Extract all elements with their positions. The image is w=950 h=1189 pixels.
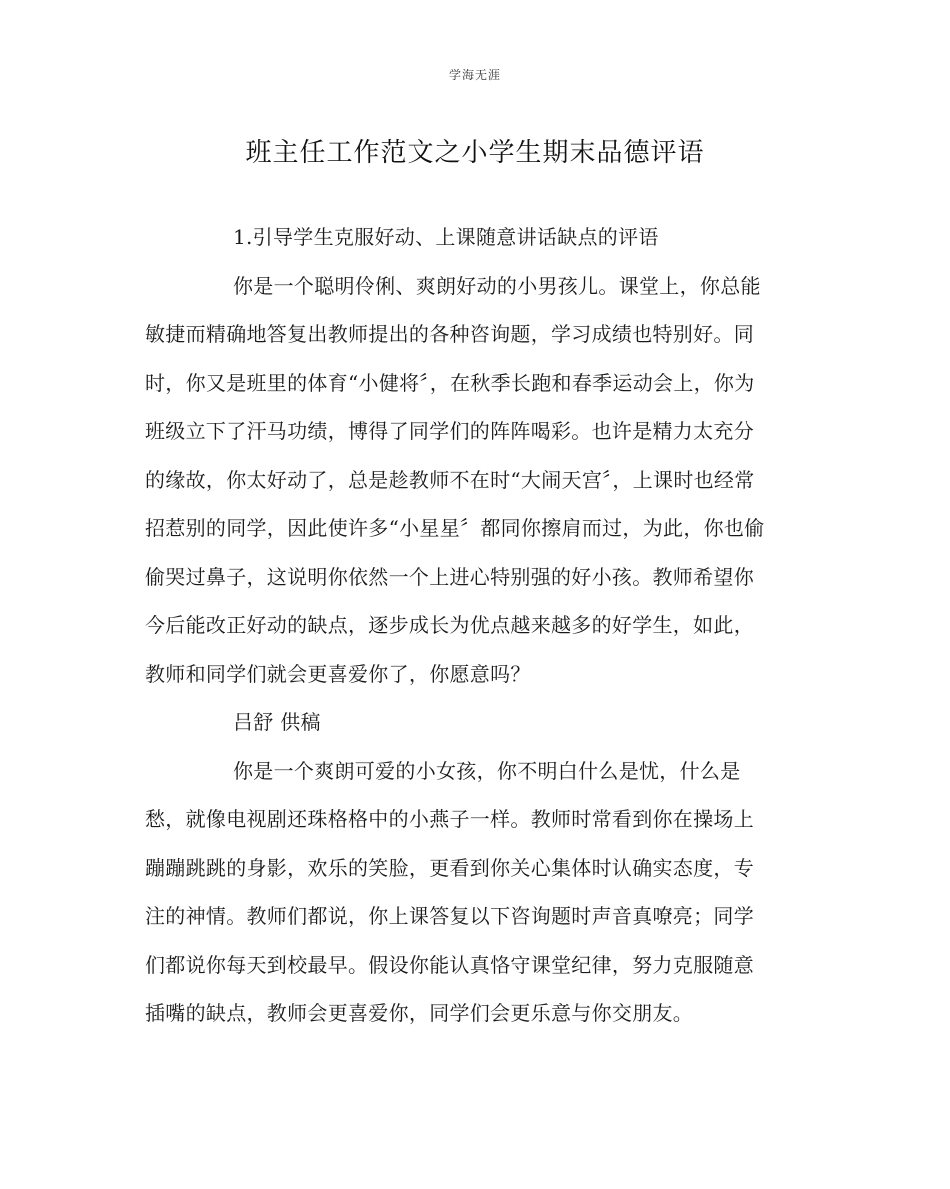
- body-line: 的缘故，你太好动了，总是趁教师不在时“大闹天宫〞，上课时也经常: [145, 467, 755, 492]
- body-line: 愁，就像电视剧还珠格格中的小燕子一样。教师时常看到你在操场上: [145, 807, 754, 831]
- body-line: 们都说你每天到校最早。假设你能认真恪守课堂纪律，努力克服随意: [145, 952, 754, 977]
- body-line: 蹦蹦跳跳的身影，欢乐的笑脸，更看到你关心集体时认确实态度，专: [145, 855, 754, 880]
- body-line: 敏捷而精确地答复出教师提出的各种咨询题，学习成绩也特别好。同: [145, 322, 754, 346]
- body-line: 偷哭过鼻子，这说明你依然一个上进心特别强的好小孩。教师希望你: [145, 564, 754, 589]
- body-line: 班级立下了汗马功绩，博得了同学们的阵阵喝彩。也许是精力太充分: [145, 419, 754, 443]
- body-line: 你是一个聪明伶俐、爽朗好动的小男孩儿。课堂上，你总能: [233, 273, 761, 298]
- body-line: 教师和同学们就会更喜爱你了，你愿意吗？: [145, 661, 531, 686]
- body-line: 时，你又是班里的体育“小健将〞，在秋季长跑和春季运动会上，你为: [145, 370, 755, 395]
- body-line: 今后能改正好动的缺点，逐步成长为优点越来越多的好学生，如此，: [145, 613, 754, 637]
- body-line: 你是一个爽朗可爱的小女孩，你不明白什么是忧，什么是: [233, 758, 741, 783]
- body-line: 吕舒 供稿: [233, 710, 321, 734]
- document-title: 班主任工作范文之小学生期末品德评语: [245, 138, 705, 168]
- page-header: 学海无涯: [448, 68, 501, 82]
- body-line: 招惹别的同学，因此使许多“小星星〞都同你擦肩而过，为此，你也偷: [145, 516, 765, 540]
- body-line: 插嘴的缺点，教师会更喜爱你，同学们会更乐意与你交朋友。: [145, 1001, 694, 1025]
- document-body: [145, 220, 815, 1045]
- body-line: 1.引导学生克服好动、上课随意讲话缺点的评语: [233, 225, 659, 249]
- body-line: 注的神情。教师们都说，你上课答复以下咨询题时声音真嘹亮；同学: [145, 904, 754, 928]
